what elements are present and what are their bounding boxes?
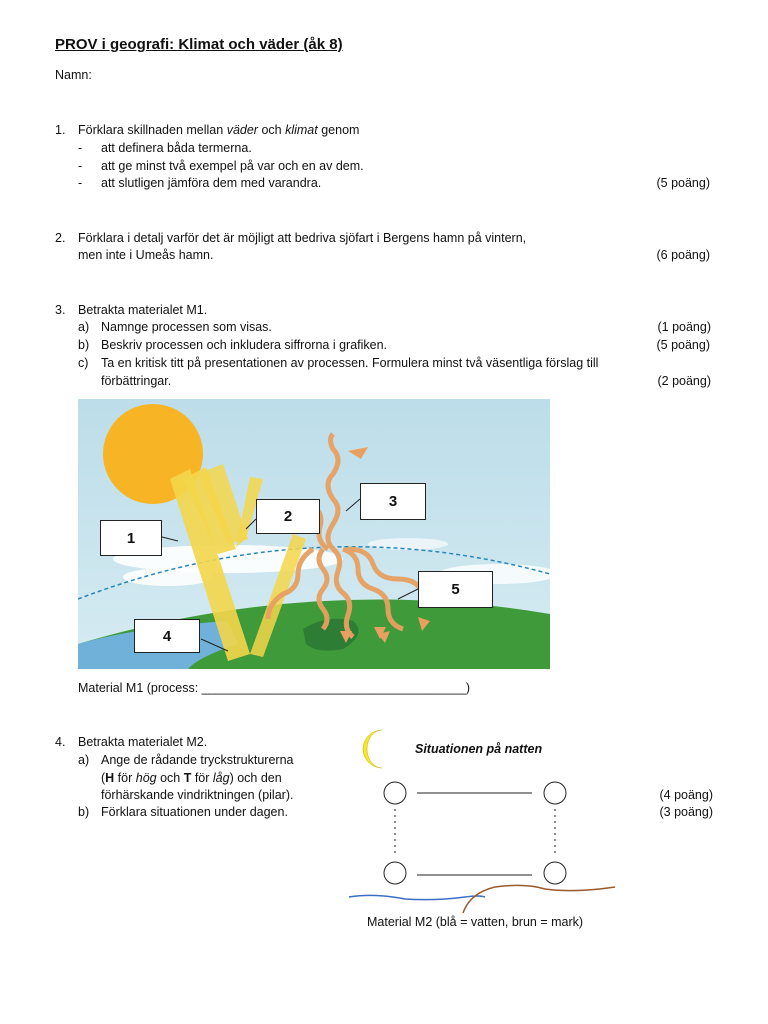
question-text: Förklara skillnaden mellan väder och klimat genom	[78, 123, 360, 137]
question-text: men inte i Umeås hamn.	[78, 248, 214, 262]
points-label: (1 poäng)	[657, 320, 711, 334]
question-number: 3.	[55, 303, 66, 317]
points-label: (6 poäng)	[656, 248, 710, 262]
points-label: (5 poäng)	[656, 338, 710, 352]
sub-question: förhärskande vindriktningen (pilar).	[101, 788, 294, 802]
sub-question: Förklara situationen under dagen.	[101, 805, 288, 819]
sub-label: a)	[78, 753, 90, 767]
sub-label: c)	[78, 356, 89, 370]
sub-question: Ange de rådande tryckstrukturerna	[101, 753, 294, 767]
question-text: Betrakta materialet M2.	[78, 735, 208, 749]
pressure-diagram	[345, 775, 620, 915]
sub-question: Beskriv processen och inkludera siffrorna i grafiken.	[101, 338, 388, 352]
diagram-label-2: 2	[256, 499, 320, 534]
bullet-dash: -	[78, 141, 83, 155]
bullet-item: att ge minst två exempel på var och en av dem.	[101, 159, 364, 173]
page-title: PROV i geografi: Klimat och väder (åk 8)	[55, 36, 343, 53]
name-label: Namn:	[55, 68, 92, 82]
bullet-item: att slutligen jämföra dem med varandra.	[101, 176, 322, 190]
bullet-dash: -	[78, 159, 83, 173]
question-number: 4.	[55, 735, 66, 749]
diagram-label-4: 4	[134, 619, 200, 653]
diagram-label-5: 5	[418, 571, 493, 608]
sub-label: b)	[78, 338, 90, 352]
sub-question: förbättringar.	[101, 374, 172, 388]
points-label: (3 poäng)	[659, 805, 713, 819]
m2-caption: Material M2 (blå = vatten, brun = mark)	[367, 915, 584, 929]
question-text: Betrakta materialet M1.	[78, 303, 208, 317]
sub-label: b)	[78, 805, 90, 819]
sub-label: a)	[78, 320, 90, 334]
m1-caption: Material M1 (process: ______________________________________)	[78, 681, 470, 695]
sub-question: Namnge processen som visas.	[101, 320, 272, 334]
pressure-circle	[544, 862, 566, 884]
diagram-label-1: 1	[100, 520, 162, 556]
land-line	[463, 885, 615, 913]
pressure-circle	[384, 782, 406, 804]
sub-question: Ta en kritisk titt på presentationen av processen. Formulera minst två väsentliga förslag till	[101, 356, 599, 370]
water-line	[349, 895, 485, 899]
points-label: (2 poäng)	[657, 374, 711, 388]
crescent-moon-icon	[358, 728, 388, 775]
pressure-circle	[384, 862, 406, 884]
points-label: (5 poäng)	[656, 176, 710, 190]
question-number: 2.	[55, 231, 66, 245]
question-number: 1.	[55, 123, 66, 137]
pressure-circle	[544, 782, 566, 804]
question-text: Förklara i detalj varför det är möjligt att bedriva sjöfart i Bergens hamn på vintern,	[78, 231, 527, 245]
bullet-dash: -	[78, 176, 83, 190]
bullet-item: att definera båda termerna.	[101, 141, 252, 155]
sub-question: (H för hög och T för låg) och den	[101, 771, 282, 785]
points-label: (4 poäng)	[659, 788, 713, 802]
m2-title: Situationen på natten	[415, 742, 543, 756]
diagram-label-3: 3	[360, 483, 426, 520]
